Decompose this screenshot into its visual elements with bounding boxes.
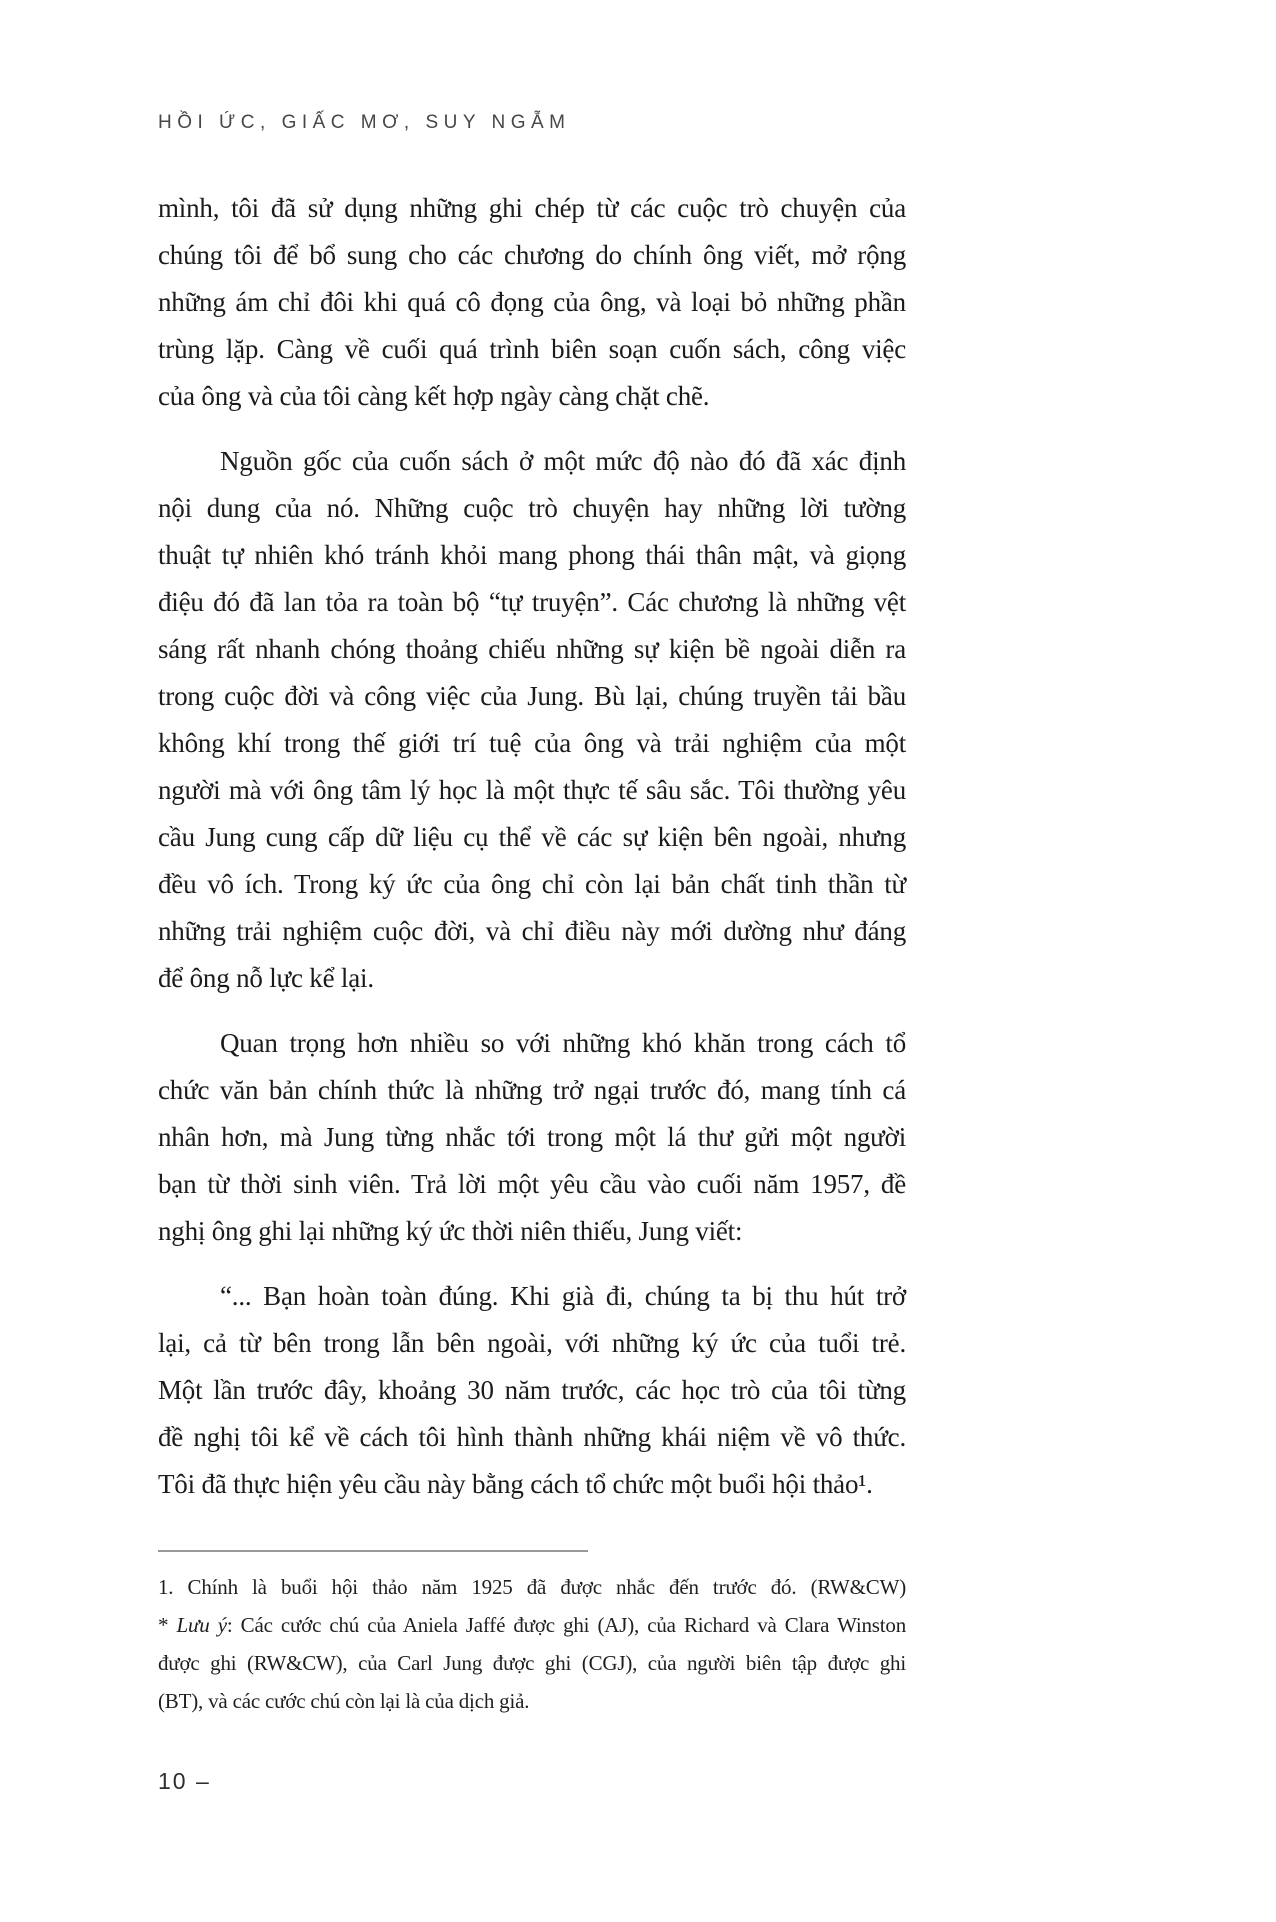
text-line: những ám chỉ đôi khi quá cô đọng của ông, và loại bỏ những phần <box>158 287 906 317</box>
text-line: nội dung của nó. Những cuộc trò chuyện hay những lời tường <box>158 493 906 523</box>
text-line: “... Bạn hoàn toàn đúng. Khi già đi, chúng ta bị thu hút trở <box>220 1281 906 1311</box>
text-line: Nguồn gốc của cuốn sách ở một mức độ nào đó đã xác định <box>220 446 906 476</box>
footnote-note-label: Lưu ý <box>176 1613 227 1637</box>
footnote-note-line-3: (BT), và các cước chú còn lại là của dịch giả. <box>158 1689 530 1713</box>
text-line: chức văn bản chính thức là những trở ngại trước đó, mang tính cá <box>158 1075 906 1105</box>
footnote-note-line-2: được ghi (RW&CW), của Carl Jung được ghi (CGJ), của người biên tập được ghi <box>158 1651 906 1675</box>
text-line: điệu đó đã lan tỏa ra toàn bộ “tự truyện”. Các chương là những vệt <box>158 587 906 617</box>
text-line: đều vô ích. Trong ký ức của ông chỉ còn lại bản chất tinh thần từ <box>158 869 906 899</box>
text-line: mình, tôi đã sử dụng những ghi chép từ các cuộc trò chuyện của <box>158 193 906 223</box>
page-number: 10 – <box>158 1768 211 1794</box>
text-line: Một lần trước đây, khoảng 30 năm trước, các học trò của tôi từng <box>158 1375 906 1405</box>
text-line: thuật tự nhiên khó tránh khỏi mang phong thái thân mật, và giọng <box>158 540 906 570</box>
footnote-1: 1. Chính là buổi hội thảo năm 1925 đã được nhắc đến trước đó. (RW&CW) <box>158 1575 906 1599</box>
body-text-column <box>158 185 906 1795</box>
paragraph-origin-of-book <box>158 438 906 1002</box>
text-line: để ông nỗ lực kể lại. <box>158 963 374 993</box>
text-line: cầu Jung cung cấp dữ liệu cụ thể về các sự kiện bên ngoài, nhưng <box>158 822 906 852</box>
text-line: sáng rất nhanh chóng thoảng chiếu những sự kiện bề ngoài diễn ra <box>158 634 906 664</box>
text-line: chúng tôi để bổ sung cho các chương do chính ông viết, mở rộng <box>158 240 906 270</box>
text-line: nghị ông ghi lại những ký ức thời niên thiếu, Jung viết: <box>158 1216 743 1246</box>
text-line: của ông và của tôi càng kết hợp ngày càng chặt chẽ. <box>158 381 710 411</box>
text-line: Quan trọng hơn nhiều so với những khó khăn trong cách tổ <box>220 1028 906 1058</box>
paragraph-continuation <box>158 185 906 420</box>
text-line: không khí trong thế giới trí tuệ của ông và trải nghiệm của một <box>158 728 906 758</box>
paragraph-personal-obstacles <box>158 1020 906 1255</box>
footnote-rule <box>158 1550 588 1552</box>
footnotes-block <box>158 1568 906 1720</box>
footnote-asterisk: * <box>158 1613 177 1637</box>
footnote-note-line-1 <box>158 1606 906 1644</box>
text-line: bạn từ thời sinh viên. Trả lời một yêu cầu vào cuối năm 1957, đề <box>158 1169 906 1199</box>
text-line: nhân hơn, mà Jung từng nhắc tới trong một lá thư gửi một người <box>158 1122 906 1152</box>
text-line: những trải nghiệm cuộc đời, và chỉ điều này mới dường như đáng <box>158 916 906 946</box>
running-head: HỒI ỨC, GIẤC MƠ, SUY NGẪM <box>158 112 571 133</box>
text-line: trong cuộc đời và công việc của Jung. Bù lại, chúng truyền tải bầu <box>158 681 906 711</box>
text-line: lại, cả từ bên trong lẫn bên ngoài, với những ký ức của tuổi trẻ. <box>158 1328 906 1358</box>
text-line: trùng lặp. Càng về cuối quá trình biên soạn cuốn sách, công việc <box>158 334 906 364</box>
footnote-note-text: : Các cước chú của Aniela Jaffé được ghi (AJ), của Richard và Clara Winston <box>226 1613 906 1637</box>
paragraph-jung-quote <box>158 1273 906 1508</box>
text-line: người mà với ông tâm lý học là một thực tế sâu sắc. Tôi thường yêu <box>158 775 906 805</box>
text-line: đề nghị tôi kể về cách tôi hình thành những khái niệm về vô thức. <box>158 1422 906 1452</box>
text-line: Tôi đã thực hiện yêu cầu này bằng cách tổ chức một buổi hội thảo¹. <box>158 1469 873 1499</box>
